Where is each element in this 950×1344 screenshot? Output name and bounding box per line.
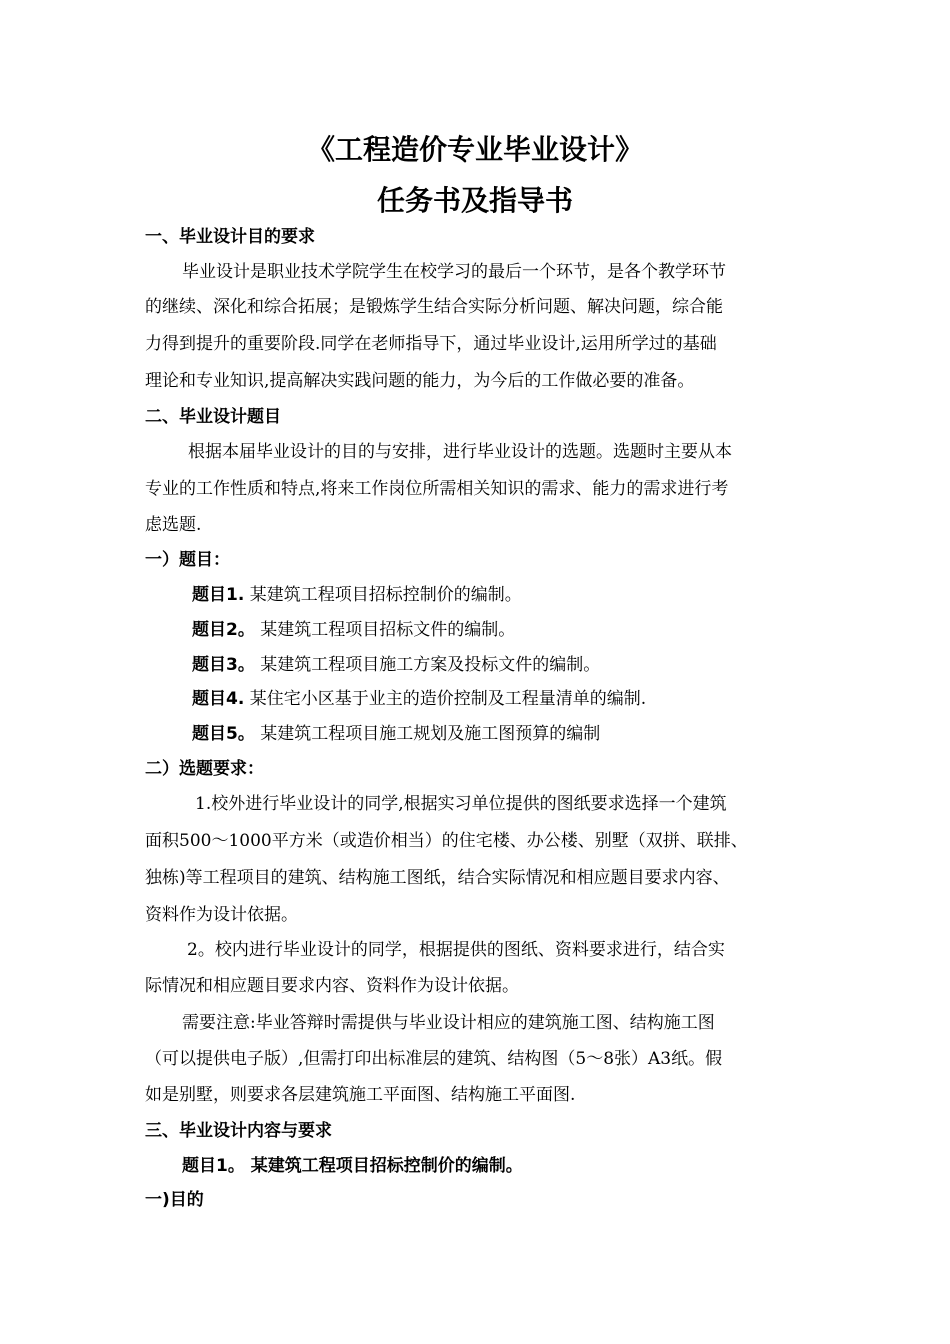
section1-heading: 一、毕业设计目的要求 bbox=[145, 227, 315, 247]
section2-line: 虑选题. bbox=[145, 515, 202, 535]
topic-item bbox=[192, 619, 515, 641]
topics-heading: 一）题目： bbox=[145, 550, 230, 570]
section2-line: 专业的工作性质和特点,将来工作岗位所需相关知识的需求、能力的需求进行考 bbox=[145, 479, 729, 499]
section2-heading: 二、毕业设计题目 bbox=[145, 407, 281, 427]
section2-line: 根据本届毕业设计的目的与安排，进行毕业设计的选题。选题时主要从本 bbox=[188, 442, 732, 462]
topic-item bbox=[192, 723, 600, 745]
note-line: （可以提供电子版）,但需打印出标准层的建筑、结构图（5～8张）A3纸。假 bbox=[145, 1049, 723, 1069]
topic-label: 题目1. bbox=[192, 585, 245, 605]
requirement2-line: 2。校内进行毕业设计的同学，根据提供的图纸、资料要求进行，结合实 bbox=[187, 940, 725, 960]
section1-line: 的继续、深化和综合拓展；是锻炼学生结合实际分析问题、解决问题，综合能 bbox=[145, 297, 723, 317]
topic-label: 题目5。 bbox=[192, 724, 255, 744]
topic-item bbox=[192, 584, 522, 606]
topic-text: 某住宅小区基于业主的造价控制及工程量清单的编制. bbox=[249, 689, 647, 709]
section3-purpose-heading: 一)目的 bbox=[145, 1190, 204, 1210]
document-subtitle: 任务书及指导书 bbox=[376, 184, 573, 217]
document-title: 《工程造价专业毕业设计》 bbox=[306, 133, 643, 166]
topic-text: 某建筑工程项目招标控制价的编制。 bbox=[249, 585, 522, 605]
requirement1-line: 独栋)等工程项目的建筑、结构施工图纸，结合实际情况和相应题目要求内容、 bbox=[145, 868, 730, 888]
section1-line: 理论和专业知识,提高解决实践问题的能力，为今后的工作做必要的准备。 bbox=[145, 371, 695, 391]
section3-heading: 三、毕业设计内容与要求 bbox=[145, 1121, 332, 1141]
note-line: 需要注意:毕业答辩时需提供与毕业设计相应的建筑施工图、结构施工图 bbox=[182, 1013, 715, 1033]
topic-item bbox=[192, 654, 600, 676]
requirement1-line: 1.校外进行毕业设计的同学,根据实习单位提供的图纸要求选择一个建筑 bbox=[195, 794, 727, 814]
topic-text: 某建筑工程项目招标文件的编制。 bbox=[260, 620, 516, 640]
requirement2-line: 际情况和相应题目要求内容、资料作为设计依据。 bbox=[145, 976, 519, 996]
section3-topic1: 题目1。 某建筑工程项目招标控制价的编制。 bbox=[182, 1156, 523, 1176]
topic-text: 某建筑工程项目施工方案及投标文件的编制。 bbox=[260, 655, 601, 675]
topic-label: 题目2。 bbox=[192, 620, 255, 640]
topic-label: 题目3。 bbox=[192, 655, 255, 675]
requirements-heading: 二）选题要求： bbox=[145, 759, 264, 779]
requirement1-line: 面积500～1000平方米（或造价相当）的住宅楼、办公楼、别墅（双拼、联排、 bbox=[145, 831, 748, 851]
note-line: 如是别墅，则要求各层建筑施工平面图、结构施工平面图. bbox=[145, 1085, 576, 1105]
section1-line: 毕业设计是职业技术学院学生在校学习的最后一个环节，是各个教学环节 bbox=[182, 262, 726, 282]
topic-text: 某建筑工程项目施工规划及施工图预算的编制 bbox=[260, 724, 601, 744]
requirement1-line: 资料作为设计依据。 bbox=[145, 905, 298, 925]
topic-item bbox=[192, 688, 646, 710]
topic-label: 题目4. bbox=[192, 689, 245, 709]
section1-line: 力得到提升的重要阶段.同学在老师指导下，通过毕业设计,运用所学过的基础 bbox=[145, 334, 717, 354]
